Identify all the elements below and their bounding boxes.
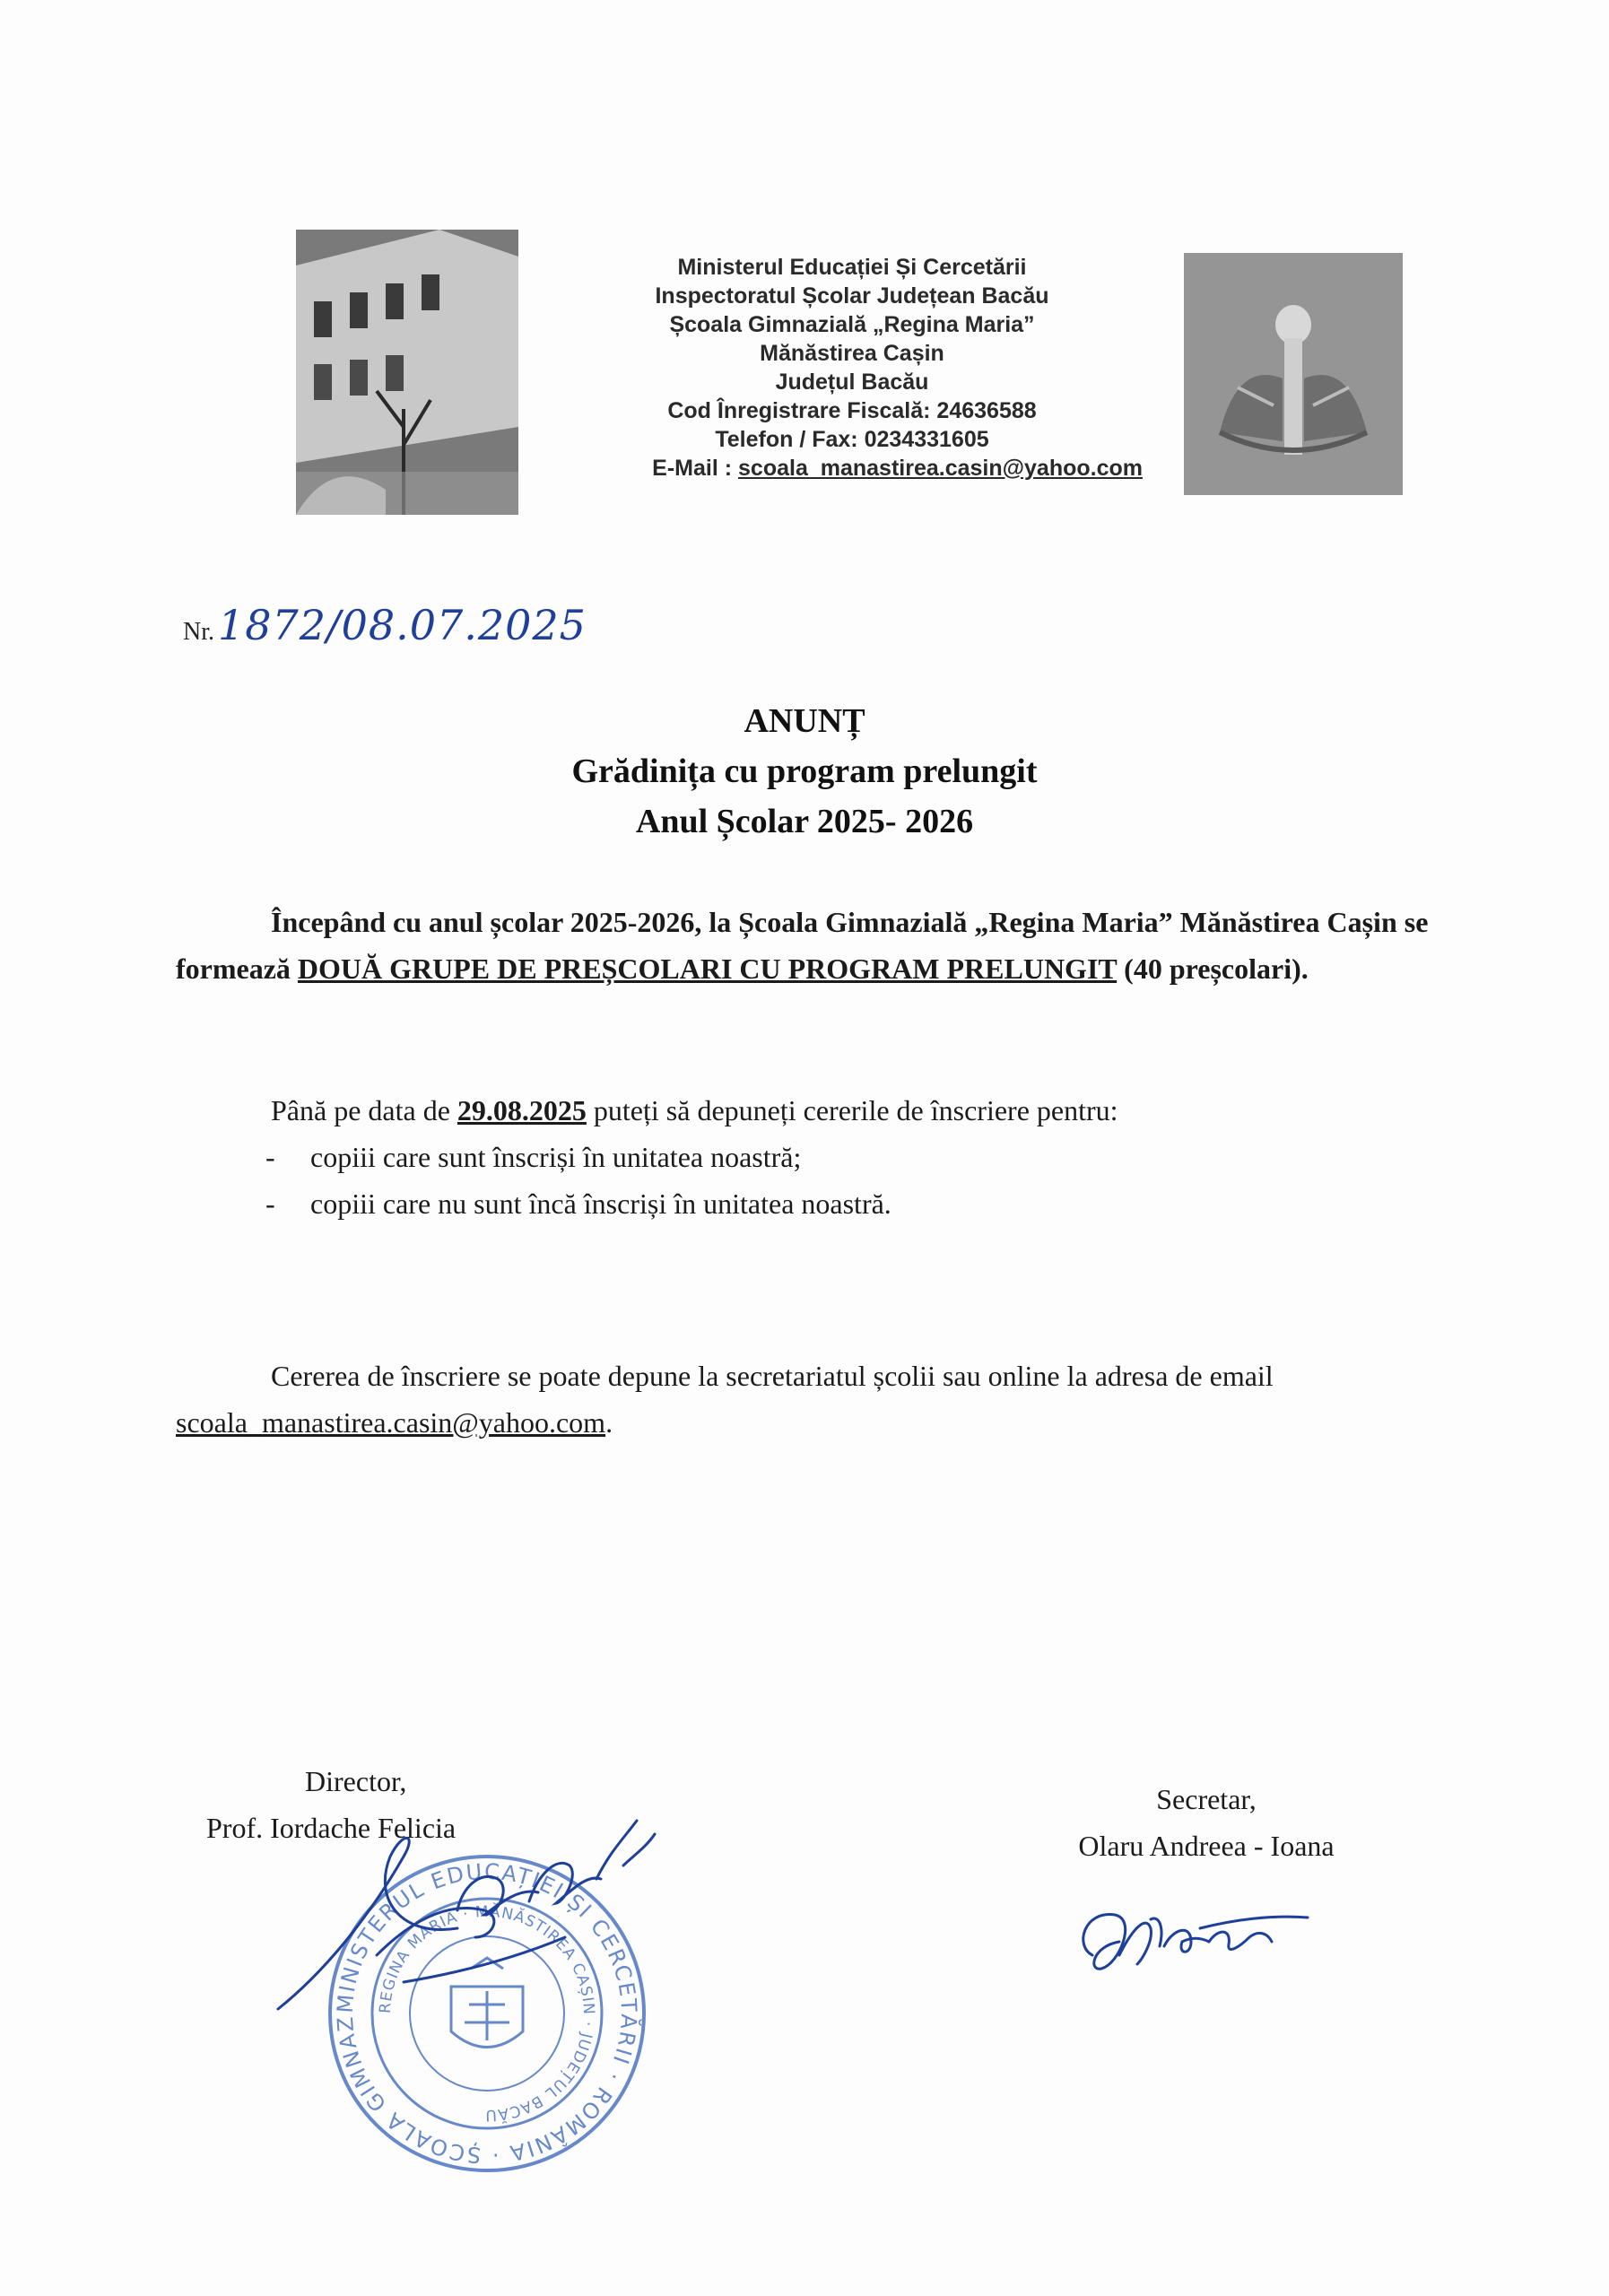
email-link[interactable]: scoala_manastirea.casin@yahoo.com	[738, 456, 1143, 481]
director-role: Director,	[305, 1765, 407, 1797]
page-subtitle: Grădinița cu program prelungit	[571, 752, 1038, 790]
secretary-signature-block	[1031, 1776, 1381, 1869]
stamp-inner-text: REGINA MARIA · MĂNĂSTIREA CAȘIN · JUDEȚUL BACĂU	[376, 1902, 598, 2125]
school-building-photo	[296, 230, 518, 515]
page-title: ANUNȚ	[744, 702, 865, 740]
eligibility-list	[176, 1134, 1467, 1227]
school-year-title: Anul Școlar 2025- 2026	[635, 803, 974, 840]
letterhead-line: Județul Bacău	[775, 370, 929, 395]
school-emblem-photo	[1184, 253, 1403, 495]
stamp-outer-text: MINISTERUL EDUCAȚIEI ȘI CERCETĂRII · ROMÂNIA · ȘCOALA GIMNAZ	[332, 1858, 642, 2169]
intro-text: Începând cu anul școlar 2025-2026, la Școala Gimnazială „Regina Maria” Mănăstirea Cașin se formează	[176, 906, 1429, 985]
secretary-role: Secretar,	[1156, 1783, 1257, 1815]
letterhead-line: Ministerul Educației Și Cercetării	[677, 255, 1027, 280]
letterhead-line: Mănăstirea Cașin	[760, 341, 944, 366]
deadline-section	[176, 1087, 1467, 1227]
deadline-text-end: puteți să depuneți cererile de înscriere pentru:	[586, 1094, 1118, 1126]
application-email-link[interactable]: scoala_manastirea.casin@yahoo.com	[176, 1406, 606, 1439]
application-text-end: .	[605, 1406, 613, 1439]
letterhead-email-row	[538, 454, 1166, 483]
letterhead-line: Școala Gimnazială „Regina Maria”	[669, 312, 1035, 337]
secretary-name: Olaru Andreea - Ioana	[1078, 1830, 1335, 1862]
letterhead-line: Telefon / Fax: 0234331605	[715, 427, 989, 452]
director-signature	[269, 1803, 664, 2063]
application-text: Cererea de înscriere se poate depune la secretariatul școlii sau online la adresa de email	[271, 1360, 1274, 1392]
registration-handwritten-number: 1872/08.07.2025	[218, 601, 587, 649]
letterhead-line: Inspectoratul Școlar Județean Bacău	[655, 283, 1049, 309]
list-item: - copiii care nu sunt încă înscriși în unitatea noastră.	[176, 1180, 1467, 1227]
email-label: E-Mail :	[652, 456, 739, 481]
deadline-paragraph	[176, 1087, 1467, 1134]
application-paragraph	[176, 1352, 1467, 1446]
list-item: - copiii care sunt înscriși în unitatea noastră;	[176, 1134, 1467, 1180]
secretary-signature	[1065, 1892, 1317, 1991]
registration-label: Nr.	[183, 618, 214, 646]
letterhead-line: Cod Înregistrare Fiscală: 24636588	[667, 398, 1037, 423]
intro-underlined-text: DOUĂ GRUPE DE PREȘCOLARI CU PROGRAM PRELUNGIT	[297, 952, 1118, 985]
deadline-date: 29.08.2025	[457, 1094, 587, 1126]
deadline-text: Până pe data de	[271, 1094, 457, 1126]
director-name: Prof. Iordache Felicia	[206, 1812, 457, 1844]
intro-paragraph	[176, 899, 1467, 992]
announcement-titles	[0, 696, 1609, 847]
letterhead	[538, 253, 1166, 483]
registration-number	[183, 601, 587, 649]
intro-text-end: (40 preșcolari).	[1117, 952, 1309, 985]
